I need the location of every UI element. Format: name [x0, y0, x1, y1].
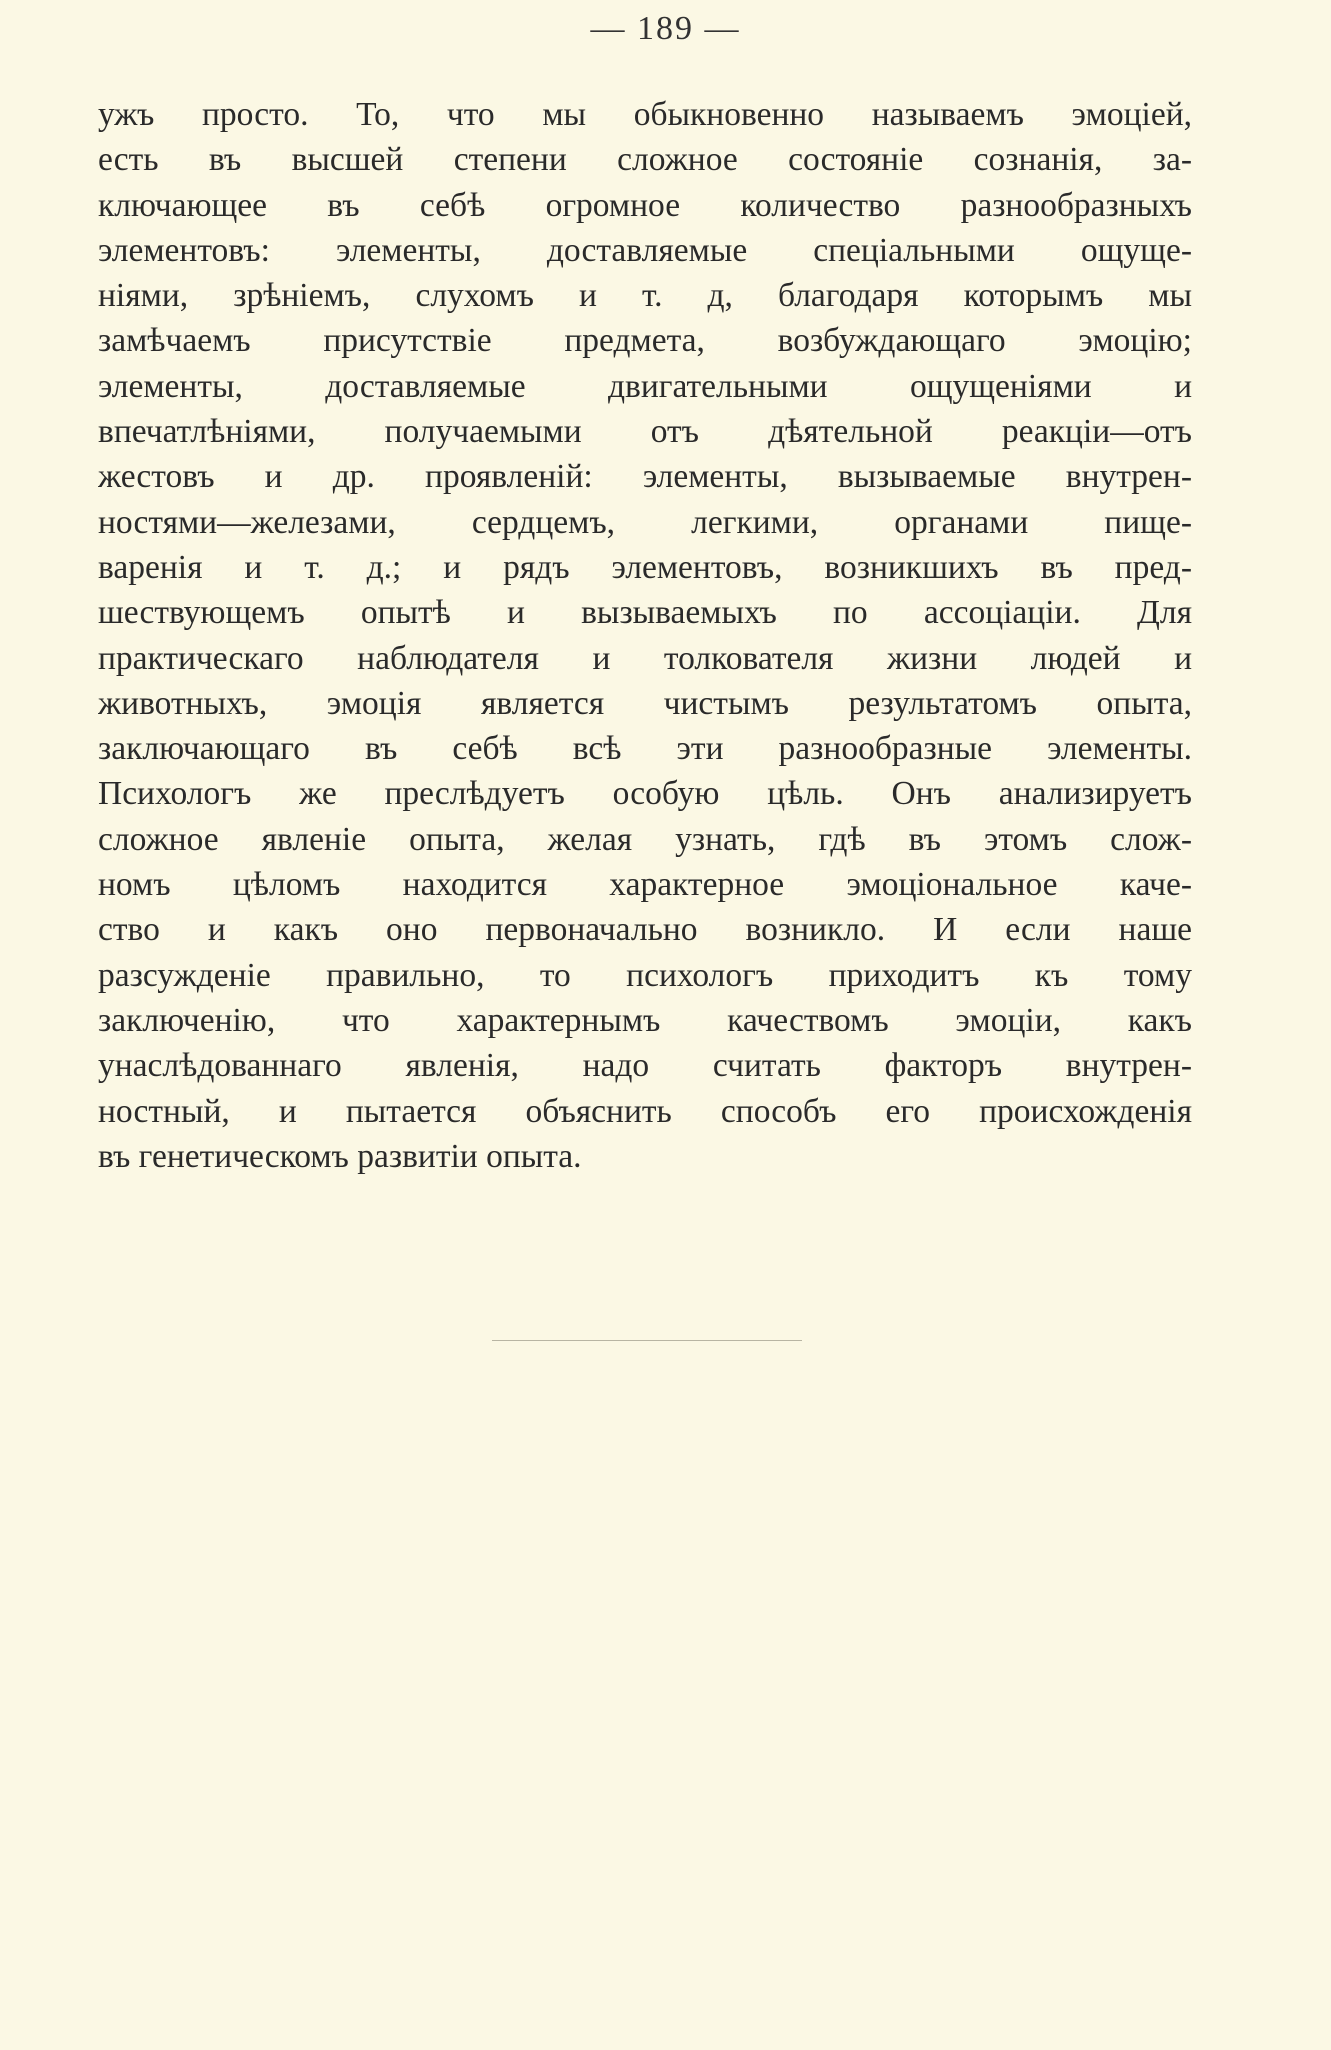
text-line: элементовъ: элементы, доставляемые спеціальными ощуще-: [98, 231, 1192, 269]
body-text: [98, 92, 1192, 1179]
page-number: — 189 —: [590, 10, 741, 47]
text-line: номъ цѣломъ находится характерное эмоціональное каче-: [98, 866, 1192, 904]
text-line: заключающаго въ себѣ всѣ эти разнообразные элементы.: [98, 730, 1192, 768]
text-line: шествующемъ опытѣ и вызываемыхъ по ассоціаціи. Для: [98, 594, 1192, 632]
text-line: разсужденіе правильно, то психологъ приходитъ къ тому: [98, 956, 1192, 994]
text-line: заключенію, что характернымъ качествомъ эмоціи, какъ: [98, 1001, 1192, 1039]
text-line-last: въ генетическомъ развитіи опыта.: [98, 1137, 582, 1175]
text-line: ключающее въ себѣ огромное количество разнообразныхъ: [98, 186, 1192, 224]
text-line: жестовъ и др. проявленій: элементы, вызываемые внутрен-: [98, 458, 1192, 496]
text-line: унаслѣдованнаго явленія, надо считать факторъ внутрен-: [98, 1047, 1192, 1085]
text-line: варенія и т. д.; и рядъ элементовъ, возникшихъ въ пред-: [98, 548, 1192, 586]
text-line: элементы, доставляемые двигательными ощущеніями и: [98, 367, 1192, 405]
text-line: ніями, зрѣніемъ, слухомъ и т. д, благодаря которымъ мы: [98, 277, 1192, 315]
text-line: животныхъ, эмоція является чистымъ результатомъ опыта,: [98, 684, 1192, 722]
text-line: ностный, и пытается объяснить способъ его происхожденія: [98, 1092, 1192, 1130]
text-line: ужъ просто. То, что мы обыкновенно называемъ эмоціей,: [98, 96, 1192, 133]
text-line: есть въ высшей степени сложное состояніе сознанія, за-: [98, 141, 1192, 179]
text-line: впечатлѣніями, получаемыми отъ дѣятельной реакціи—отъ: [98, 413, 1192, 451]
text-line: ство и какъ оно первоначально возникло. И если наше: [98, 911, 1192, 949]
text-line: замѣчаемъ присутствіе предмета, возбуждающаго эмоцію;: [98, 322, 1192, 360]
text-line: Психологъ же преслѣдуетъ особую цѣль. Онъ анализируетъ: [98, 775, 1192, 813]
text-line: ностями—железами, сердцемъ, легкими, органами пище-: [98, 503, 1192, 541]
text-line: сложное явленіе опыта, желая узнать, гдѣ въ этомъ слож-: [98, 820, 1192, 858]
text-line: практическаго наблюдателя и толкователя жизни людей и: [98, 639, 1192, 677]
section-divider: [492, 1340, 802, 1341]
